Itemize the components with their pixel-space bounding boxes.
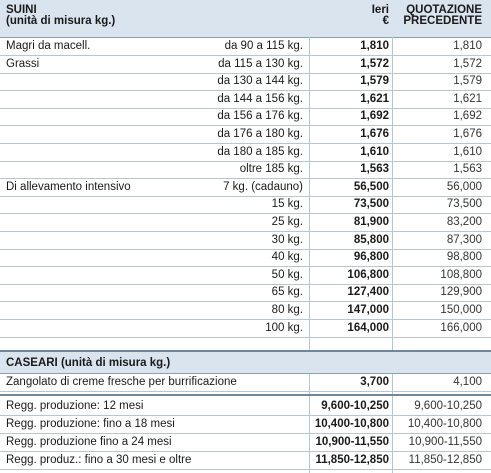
column-header-quotazione (400, 5, 482, 27)
table-row (0, 398, 491, 416)
table-row (0, 434, 491, 452)
price-ieri: 1,621 (360, 92, 389, 105)
weight-range: da 180 a 185 kg. (217, 145, 303, 158)
price-previous: 129,900 (440, 286, 482, 299)
price-ieri: 96,800 (353, 251, 389, 264)
product-name: Di allevamento intensivo (6, 180, 131, 193)
price-previous: 150,000 (440, 304, 482, 316)
product-name: Regg. produzione: fino a 18 mesi (6, 418, 175, 430)
price-previous: 11,850-12,850 (408, 454, 482, 466)
weight-range: 25 kg. (271, 216, 303, 228)
price-previous: 1,810 (453, 40, 482, 52)
weight-range: da 130 a 144 kg. (217, 75, 303, 88)
price-previous: 1,579 (453, 75, 482, 88)
table-row (0, 73, 491, 91)
table-row (0, 144, 491, 162)
price-ieri: 1,610 (360, 145, 389, 158)
price-previous: 9,600-10,250 (414, 400, 482, 412)
table-row (0, 267, 491, 285)
table-row (0, 179, 491, 197)
price-ieri: 127,400 (347, 286, 389, 299)
product-name: Regg. produzione fino a 24 mesi (6, 436, 172, 448)
column-header-ieri (330, 5, 389, 27)
price-ieri: 106,800 (347, 268, 389, 281)
table-row (0, 284, 491, 302)
euro-unit: € (382, 15, 389, 27)
column-rule (392, 37, 393, 351)
price-ieri: 73,500 (353, 198, 389, 211)
table-row (0, 91, 491, 109)
price-previous: 10,900-11,550 (408, 436, 482, 448)
caseari-title: CASEARI (unità di misura kg.) (6, 357, 171, 369)
price-ieri: 147,000 (347, 304, 389, 316)
table-row (0, 126, 491, 144)
precedente-label: PRECEDENTE (403, 15, 482, 27)
suini-title-block (6, 5, 115, 27)
column-rule (309, 37, 310, 351)
price-previous: 56,000 (446, 180, 482, 193)
price-ieri: 3,700 (360, 376, 389, 388)
weight-range: da 156 a 176 kg. (217, 110, 303, 123)
weight-range: 100 kg. (265, 321, 303, 334)
price-ieri: 81,900 (353, 216, 389, 228)
price-ieri: 1,692 (360, 110, 389, 123)
table-row (0, 302, 491, 320)
weight-range: da 90 a 115 kg. (224, 40, 303, 52)
price-ieri: 10,400-10,800 (314, 418, 389, 430)
price-previous: 87,300 (446, 233, 482, 246)
table-row (0, 320, 491, 338)
table-row (0, 161, 491, 179)
table-row (0, 38, 491, 56)
price-previous: 4,100 (453, 376, 482, 388)
price-previous: 1,572 (453, 57, 482, 70)
weight-range: da 115 a 130 kg. (218, 57, 303, 70)
quotazione-label: QUOTAZIONE (406, 4, 482, 16)
table-row (0, 374, 491, 392)
price-ieri: 11,850-12,850 (315, 454, 389, 466)
weight-range: da 176 a 180 kg. (217, 128, 303, 140)
price-ieri: 1,676 (360, 128, 389, 140)
table-row (0, 452, 491, 470)
price-previous: 1,676 (453, 128, 482, 140)
table-row (0, 416, 491, 434)
weight-range: 65 kg. (271, 286, 303, 299)
weight-range: da 144 a 156 kg. (217, 92, 303, 105)
suini-header (0, 0, 491, 38)
table-row (0, 56, 491, 74)
table-row (0, 214, 491, 232)
price-previous: 108,800 (440, 268, 482, 281)
price-ieri: 85,800 (353, 233, 389, 246)
weight-range: oltre 185 kg. (239, 163, 303, 176)
price-previous: 1,610 (453, 145, 482, 158)
table-row (0, 108, 491, 126)
price-previous: 98,800 (446, 251, 482, 264)
weight-range: 30 kg. (271, 233, 303, 246)
table-row (0, 232, 491, 250)
price-previous: 83,200 (446, 216, 482, 228)
product-name: Regg. produzione: 12 mesi (6, 400, 144, 412)
suini-subtitle: (unità di misura kg.) (6, 15, 116, 27)
weight-range: 80 kg. (271, 304, 303, 316)
price-previous: 10,400-10,800 (407, 418, 482, 430)
product-name: Zangolato di creme fresche per burrificazione (6, 376, 237, 388)
caseari-separator (0, 394, 491, 396)
table-row (0, 249, 491, 267)
price-ieri: 9,600-10,250 (321, 400, 389, 412)
price-ieri: 1,579 (360, 75, 389, 88)
product-name: Regg. produz.: fino a 30 mesi e oltre (6, 454, 192, 466)
price-previous: 1,563 (453, 163, 482, 176)
weight-range: 7 kg. (cadauno) (223, 180, 303, 193)
weight-range: 15 kg. (271, 198, 303, 211)
price-ieri: 164,000 (347, 321, 389, 334)
price-ieri: 1,563 (360, 163, 389, 176)
weight-range: 50 kg. (271, 268, 303, 281)
weight-range: 40 kg. (271, 251, 303, 264)
price-previous: 1,621 (453, 92, 482, 105)
price-ieri: 1,810 (360, 40, 389, 52)
price-ieri: 56,500 (353, 180, 389, 193)
price-ieri: 1,572 (360, 57, 389, 70)
caseari-header (0, 352, 491, 374)
suini-title: SUINI (6, 4, 37, 16)
price-previous: 1,692 (453, 110, 482, 123)
product-name: Grassi (6, 57, 40, 70)
price-previous: 73,500 (446, 198, 482, 211)
table-row (0, 196, 491, 214)
price-ieri: 10,900-11,550 (315, 436, 389, 448)
ieri-label: Ieri (371, 4, 389, 16)
product-name: Magri da macell. (6, 40, 91, 52)
price-previous: 166,000 (440, 321, 482, 334)
